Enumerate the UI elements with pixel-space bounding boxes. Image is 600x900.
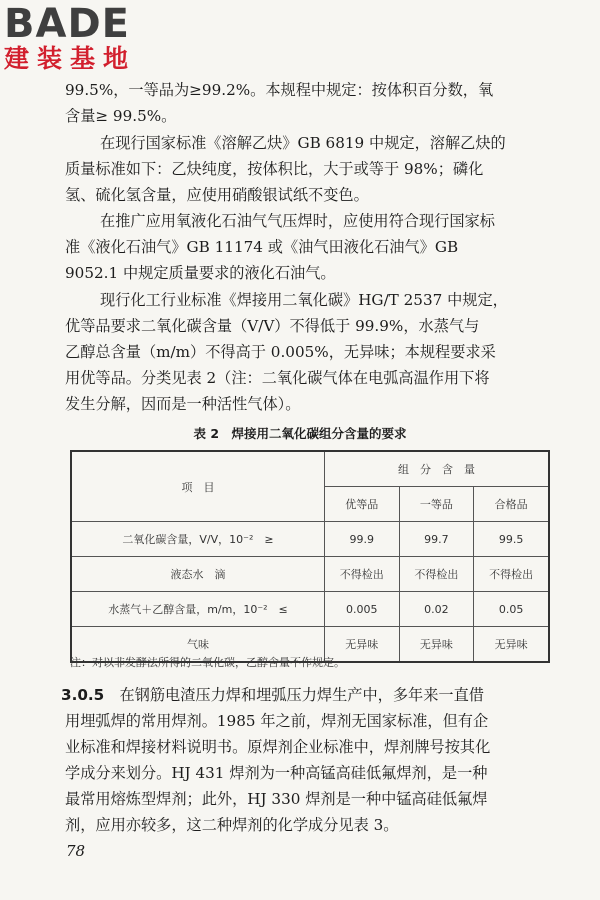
text-line: 学成分来划分。HJ 431 焊剂为一种高锰高硅低氟焊剂，是一种: [65, 764, 488, 782]
page-number: 78: [66, 842, 86, 860]
cell: 不得检出: [325, 557, 400, 592]
co2-spec-table: [70, 450, 550, 663]
header-grade: 一等品: [399, 487, 474, 522]
header-item: 项 目: [71, 451, 325, 522]
section-number: 3.0.5: [61, 686, 105, 704]
table-row: [71, 557, 549, 592]
cell: 不得检出: [474, 557, 549, 592]
header-grade: 优等品: [325, 487, 400, 522]
cell: 不得检出: [399, 557, 474, 592]
logo-subtitle: 建装基地: [4, 44, 137, 73]
text-line: 现行化工行业标准《焊接用二氧化碳》HG/T 2537 中规定，: [100, 291, 508, 309]
cell: 99.9: [325, 522, 400, 557]
text-line: 在现行国家标准《溶解乙炔》GB 6819 中规定，溶解乙炔的: [100, 134, 506, 152]
row-label: 二氧化碳含量，V/V，10⁻² ≥: [71, 522, 325, 557]
cell: 无异味: [325, 627, 400, 663]
text-line: 氢、硫化氢含量，应使用硝酸银试纸不变色。: [65, 186, 369, 204]
table-caption: 表 2 焊接用二氧化碳组分含量的要求: [193, 426, 407, 441]
table-row: [71, 592, 549, 627]
text-line: 99.5%，一等品为≥99.2%。本规程中规定：按体积百分数，氧: [65, 81, 494, 99]
section-first-line: 在钢筋电渣压力焊和埋弧压力焊生产中，多年来一直借: [104, 686, 484, 704]
header-grade: 合格品: [474, 487, 549, 522]
cell: 无异味: [399, 627, 474, 663]
text-line: 发生分解，因而是一种活性气体）。: [65, 395, 301, 413]
logo-mark: BADE: [4, 1, 130, 47]
table-note: 注：对以非发酵法所得的二氧化碳，乙醇含量不作规定。: [70, 656, 345, 669]
cell: 0.02: [399, 592, 474, 627]
cell: 99.5: [474, 522, 549, 557]
text-line: 剂，应用亦较多，这二种焊剂的化学成分见表 3。: [65, 816, 399, 834]
row-label: 水蒸气＋乙醇含量，m/m，10⁻² ≤: [71, 592, 325, 627]
row-label: 气味: [71, 627, 325, 663]
cell: 0.05: [474, 592, 549, 627]
text-line: 乙醇总含量（m/m）不得高于 0.005%，无异味；本规程要求采: [65, 343, 496, 361]
text-line: 含量≥ 99.5%。: [65, 107, 177, 125]
text-line: [61, 685, 484, 705]
row-label: 液态水 滴: [71, 557, 325, 592]
text-line: 9052.1 中规定质量要求的液化石油气。: [65, 264, 336, 282]
text-line: 在推广应用氧液化石油气气压焊时，应使用符合现行国家标: [100, 212, 495, 230]
text-line: 质量标准如下：乙炔纯度，按体积比，大于或等于 98%；磷化: [65, 160, 484, 178]
text-line: 优等品要求二氧化碳含量（V/V）不得低于 99.9%，水蒸气与: [65, 317, 480, 335]
logo: [4, 2, 194, 74]
table-row: [71, 522, 549, 557]
table-header-row: [71, 451, 549, 487]
header-group: 组 分 含 量: [325, 451, 550, 487]
text-line: 用埋弧焊的常用焊剂。1985 年之前，焊剂无国家标准，但有企: [65, 712, 489, 730]
text-line: 业标准和焊接材料说明书。原焊剂企业标准中，焊剂牌号按其化: [65, 738, 491, 756]
text-line: 最常用熔炼型焊剂；此外，HJ 330 焊剂是一种中锰高硅低氟焊: [65, 790, 488, 808]
cell: 99.7: [399, 522, 474, 557]
cell: 无异味: [474, 627, 549, 663]
text-line: 准《液化石油气》GB 11174 或《油气田液化石油气》GB: [65, 238, 459, 256]
text-line: 用优等品。分类见表 2（注：二氧化碳气体在电弧高温作用下将: [65, 369, 490, 387]
cell: 0.005: [325, 592, 400, 627]
